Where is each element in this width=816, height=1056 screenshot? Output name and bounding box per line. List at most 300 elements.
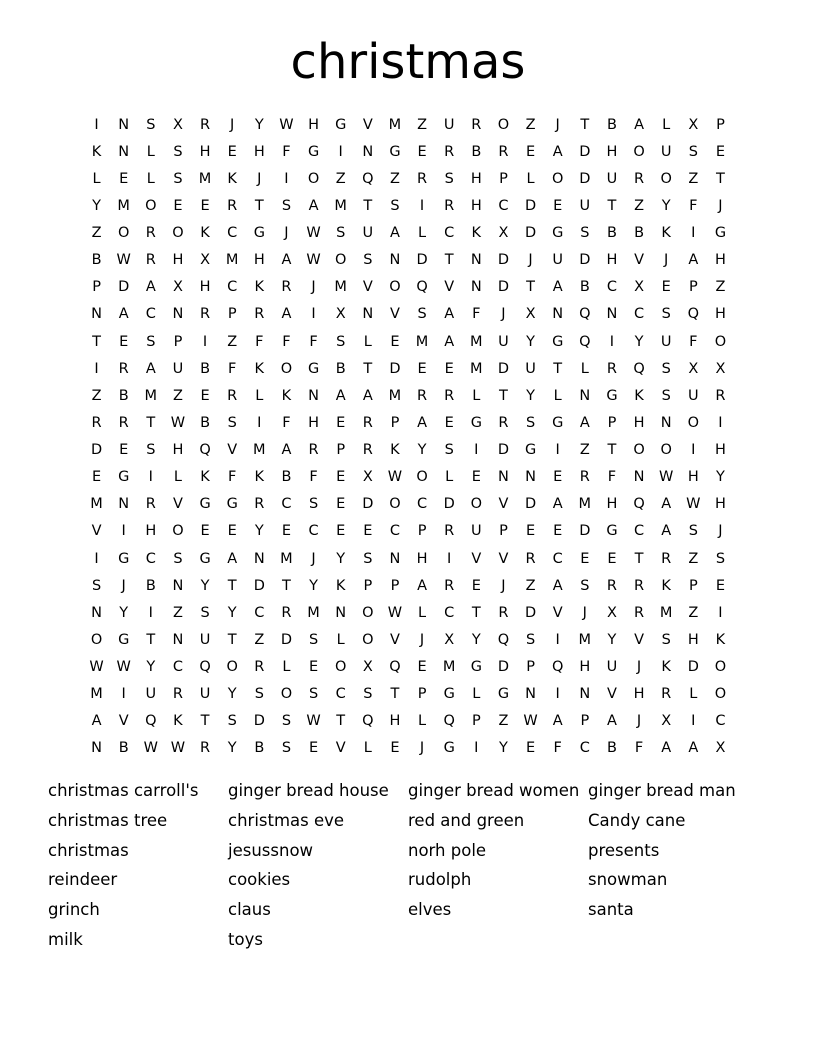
grid-cell[interactable]: H [253,143,265,160]
grid-cell[interactable]: E [281,523,292,540]
grid-cell[interactable]: R [362,442,373,459]
grid-cell[interactable]: I [121,686,126,703]
grid-cell[interactable]: M [442,659,456,676]
grid-cell[interactable]: K [281,387,292,404]
grid-cell[interactable]: B [281,469,292,486]
grid-cell[interactable]: R [118,360,129,377]
grid-cell[interactable]: X [362,659,373,676]
grid-cell[interactable]: Y [254,116,264,133]
grid-cell[interactable]: F [689,333,698,350]
grid-cell[interactable]: K [715,631,726,648]
grid-cell[interactable]: Q [362,713,374,730]
grid-cell[interactable]: F [228,469,237,486]
grid-cell[interactable]: K [254,279,265,296]
grid-cell[interactable]: A [606,713,617,730]
grid-cell[interactable]: L [445,469,454,486]
grid-cell[interactable]: I [257,414,262,431]
grid-cell[interactable]: I [474,740,479,757]
grid-cell[interactable]: R [606,577,617,594]
grid-cell[interactable]: D [280,631,293,648]
grid-cell[interactable]: H [714,252,726,269]
grid-cell[interactable]: R [661,550,672,567]
grid-cell[interactable]: R [227,197,238,214]
grid-cell[interactable]: G [714,225,727,242]
grid-cell[interactable]: V [172,496,183,513]
grid-cell[interactable]: X [606,604,617,621]
grid-cell[interactable]: T [471,604,481,621]
grid-cell[interactable]: D [497,442,510,459]
grid-cell[interactable]: Z [254,631,265,648]
grid-cell[interactable]: T [580,116,590,133]
grid-cell[interactable]: A [661,523,672,540]
grid-cell[interactable]: N [91,740,102,757]
grid-cell[interactable]: E [417,360,427,377]
grid-cell[interactable]: L [146,170,155,187]
grid-cell[interactable]: D [524,604,537,621]
grid-cell[interactable]: J [501,577,506,594]
grid-cell[interactable]: P [688,577,698,594]
grid-cell[interactable]: F [689,197,698,214]
grid-cell[interactable]: M [334,279,347,296]
grid-cell[interactable]: I [148,604,153,621]
grid-cell[interactable]: M [334,197,347,214]
grid-cell[interactable]: P [390,414,400,431]
grid-cell[interactable]: V [498,550,509,567]
grid-cell[interactable]: H [606,496,618,513]
grid-cell[interactable]: D [579,143,591,160]
grid-cell[interactable]: R [444,143,455,160]
grid-cell[interactable]: F [228,360,237,377]
grid-cell[interactable]: R [145,225,156,242]
grid-cell[interactable]: E [417,659,427,676]
grid-cell[interactable]: D [579,252,591,269]
grid-cell[interactable]: Z [579,442,590,459]
grid-cell[interactable]: S [444,442,454,459]
grid-cell[interactable]: E [417,143,427,160]
grid-cell[interactable]: K [200,225,210,242]
grid-cell[interactable]: E [200,387,210,404]
grid-cell[interactable]: W [306,225,321,242]
grid-cell[interactable]: M [388,116,402,133]
grid-cell[interactable]: S [308,686,319,703]
grid-cell[interactable]: R [417,170,428,187]
grid-cell[interactable]: T [716,170,725,187]
grid-cell[interactable]: Z [634,197,645,214]
grid-cell[interactable]: G [226,496,238,513]
grid-cell[interactable]: L [662,116,671,133]
grid-cell[interactable]: Y [417,442,427,459]
grid-cell[interactable]: M [307,604,320,621]
grid-cell[interactable]: E [308,740,319,757]
grid-cell[interactable]: X [172,116,183,133]
grid-cell[interactable]: I [691,713,696,730]
grid-cell[interactable]: R [444,197,455,214]
grid-cell[interactable]: Y [661,197,671,214]
grid-cell[interactable]: T [363,197,373,214]
grid-cell[interactable]: S [146,333,156,350]
grid-cell[interactable]: P [688,279,698,296]
grid-cell[interactable]: F [282,333,291,350]
grid-cell[interactable]: K [227,170,237,187]
grid-cell[interactable]: R [254,306,265,323]
grid-cell[interactable]: I [555,631,560,648]
grid-cell[interactable]: I [447,550,452,567]
grid-cell[interactable]: C [254,604,265,621]
grid-cell[interactable]: O [633,442,645,459]
grid-cell[interactable]: O [307,170,320,187]
grid-cell[interactable]: I [338,143,343,160]
grid-cell[interactable]: C [308,523,319,540]
grid-cell[interactable]: Y [471,631,481,648]
grid-cell[interactable]: T [634,550,644,567]
grid-cell[interactable]: H [687,469,699,486]
grid-cell[interactable]: S [661,387,671,404]
grid-cell[interactable]: H [687,631,699,648]
grid-cell[interactable]: T [227,577,237,594]
grid-cell[interactable]: E [715,143,726,160]
grid-cell[interactable]: N [118,143,130,160]
grid-cell[interactable]: R [118,414,129,431]
grid-cell[interactable]: U [525,360,536,377]
grid-cell[interactable]: A [389,225,400,242]
grid-cell[interactable]: Z [172,387,183,404]
grid-cell[interactable]: M [388,387,402,404]
grid-cell[interactable]: K [471,225,482,242]
grid-cell[interactable]: E [525,740,536,757]
grid-cell[interactable]: S [227,713,237,730]
grid-cell[interactable]: E [390,333,400,350]
grid-cell[interactable]: N [525,686,536,703]
grid-cell[interactable]: V [389,306,400,323]
grid-cell[interactable]: G [118,469,130,486]
grid-cell[interactable]: R [145,496,156,513]
grid-cell[interactable]: B [200,360,211,377]
grid-cell[interactable]: H [416,550,428,567]
grid-cell[interactable]: G [443,686,455,703]
grid-cell[interactable]: D [90,442,103,459]
grid-cell[interactable]: C [552,550,563,567]
grid-cell[interactable]: O [117,225,130,242]
grid-cell[interactable]: R [200,740,211,757]
grid-cell[interactable]: G [199,496,211,513]
grid-cell[interactable]: O [389,279,401,296]
grid-cell[interactable]: O [687,414,700,431]
grid-cell[interactable]: V [362,279,373,296]
grid-cell[interactable]: C [389,523,400,540]
grid-cell[interactable]: G [606,387,618,404]
grid-cell[interactable]: C [417,496,428,513]
grid-cell[interactable]: Y [119,604,129,621]
grid-cell[interactable]: B [118,740,129,757]
grid-cell[interactable]: M [415,333,429,350]
grid-cell[interactable]: T [390,686,400,703]
grid-cell[interactable]: L [526,170,535,187]
grid-cell[interactable]: S [417,306,427,323]
grid-cell[interactable]: R [634,170,645,187]
grid-cell[interactable]: P [471,713,481,730]
grid-cell[interactable]: L [146,143,155,160]
grid-cell[interactable]: U [660,333,672,350]
grid-cell[interactable]: U [145,686,157,703]
grid-cell[interactable]: Q [362,170,374,187]
grid-cell[interactable]: O [90,631,103,648]
grid-cell[interactable]: J [311,550,316,567]
grid-cell[interactable]: R [498,414,509,431]
grid-cell[interactable]: X [715,360,726,377]
grid-cell[interactable]: P [716,116,725,133]
grid-cell[interactable]: V [389,631,400,648]
grid-cell[interactable]: B [634,225,645,242]
grid-cell[interactable]: E [336,496,346,513]
grid-cell[interactable]: M [90,686,103,703]
grid-cell[interactable]: A [552,279,563,296]
grid-cell[interactable]: W [686,496,701,513]
grid-cell[interactable]: A [91,713,102,730]
grid-cell[interactable]: R [200,306,211,323]
grid-cell[interactable]: U [606,659,618,676]
grid-cell[interactable]: A [281,442,292,459]
grid-cell[interactable]: L [418,604,427,621]
grid-cell[interactable]: H [633,414,645,431]
grid-cell[interactable]: S [227,414,237,431]
grid-cell[interactable]: I [94,116,99,133]
grid-cell[interactable]: L [336,631,345,648]
grid-cell[interactable]: I [419,197,425,214]
grid-cell[interactable]: K [335,577,346,594]
grid-cell[interactable]: T [607,197,617,214]
grid-cell[interactable]: X [172,279,183,296]
grid-cell[interactable]: N [498,469,509,486]
grid-cell[interactable]: J [636,713,642,730]
grid-cell[interactable]: Z [525,577,536,594]
grid-cell[interactable]: D [253,713,265,730]
grid-cell[interactable]: Q [199,442,211,459]
grid-cell[interactable]: S [661,631,671,648]
grid-cell[interactable]: G [389,143,401,160]
grid-cell[interactable]: H [308,116,320,133]
grid-cell[interactable]: M [578,631,592,648]
grid-cell[interactable]: C [634,523,645,540]
grid-cell[interactable]: D [579,170,591,187]
grid-cell[interactable]: A [145,279,156,296]
grid-cell[interactable]: I [284,170,289,187]
grid-cell[interactable]: J [257,170,262,187]
grid-cell[interactable]: H [470,170,482,187]
grid-cell[interactable]: E [200,523,210,540]
grid-cell[interactable]: R [417,387,428,404]
grid-cell[interactable]: M [470,360,483,377]
grid-cell[interactable]: E [336,523,346,540]
grid-cell[interactable]: M [198,170,212,187]
grid-cell[interactable]: Q [633,360,645,377]
grid-cell[interactable]: V [362,116,373,133]
grid-cell[interactable]: L [472,686,481,703]
grid-cell[interactable]: O [334,659,347,676]
grid-cell[interactable]: V [335,740,346,757]
grid-cell[interactable]: H [199,143,211,160]
grid-cell[interactable]: G [552,225,564,242]
grid-cell[interactable]: S [173,170,183,187]
grid-cell[interactable]: U [552,252,563,269]
grid-cell[interactable]: R [254,496,265,513]
grid-cell[interactable]: T [200,713,210,730]
grid-cell[interactable]: K [254,360,265,377]
grid-cell[interactable]: I [691,225,696,242]
grid-cell[interactable]: P [390,577,400,594]
grid-cell[interactable]: E [336,414,346,431]
grid-cell[interactable]: A [281,306,292,323]
grid-cell[interactable]: Q [199,659,211,676]
grid-cell[interactable]: X [444,631,455,648]
grid-cell[interactable]: N [362,306,374,323]
grid-cell[interactable]: Y [227,740,237,757]
grid-cell[interactable]: S [580,577,590,594]
grid-cell[interactable]: K [200,469,210,486]
grid-cell[interactable]: D [389,360,401,377]
grid-cell[interactable]: K [661,577,671,594]
grid-cell[interactable]: M [280,550,293,567]
grid-cell[interactable]: N [118,116,130,133]
grid-cell[interactable]: J [528,252,533,269]
grid-cell[interactable]: W [116,252,131,269]
grid-cell[interactable]: E [390,740,400,757]
grid-cell[interactable]: S [525,631,536,648]
grid-cell[interactable]: C [227,225,238,242]
grid-cell[interactable]: T [146,414,156,431]
grid-cell[interactable]: A [335,387,346,404]
grid-cell[interactable]: J [419,740,425,757]
grid-cell[interactable]: A [552,496,563,513]
grid-cell[interactable]: Y [92,197,101,214]
grid-cell[interactable]: G [118,550,130,567]
grid-cell[interactable]: V [118,713,129,730]
grid-cell[interactable]: W [306,252,321,269]
grid-cell[interactable]: S [281,713,292,730]
grid-cell[interactable]: S [363,686,373,703]
grid-cell[interactable]: Z [688,170,699,187]
grid-cell[interactable]: U [199,686,211,703]
grid-cell[interactable]: R [525,550,536,567]
grid-cell[interactable]: A [661,496,672,513]
grid-cell[interactable]: Z [91,387,102,404]
grid-cell[interactable]: A [281,252,292,269]
grid-cell[interactable]: K [661,659,671,676]
grid-cell[interactable]: Z [498,713,509,730]
grid-cell[interactable]: S [281,740,292,757]
grid-cell[interactable]: R [444,387,455,404]
grid-cell[interactable]: R [471,116,482,133]
grid-cell[interactable]: W [143,740,158,757]
grid-cell[interactable]: V [634,252,645,269]
grid-cell[interactable]: S [308,631,319,648]
grid-cell[interactable]: O [660,442,672,459]
grid-cell[interactable]: Y [634,333,644,350]
grid-cell[interactable]: V [91,523,102,540]
grid-cell[interactable]: H [633,686,645,703]
grid-cell[interactable]: G [524,442,537,459]
grid-cell[interactable]: X [200,252,211,269]
grid-cell[interactable]: M [253,442,266,459]
grid-cell[interactable]: A [552,143,563,160]
grid-cell[interactable]: F [282,143,291,160]
grid-cell[interactable]: L [418,225,427,242]
grid-cell[interactable]: T [227,631,237,648]
grid-cell[interactable]: A [688,252,699,269]
grid-cell[interactable]: M [225,252,239,269]
grid-cell[interactable]: H [606,252,618,269]
grid-cell[interactable]: N [389,550,401,567]
grid-cell[interactable]: T [254,197,264,214]
grid-cell[interactable]: R [254,659,265,676]
grid-cell[interactable]: J [230,116,235,133]
grid-cell[interactable]: F [553,740,562,757]
grid-cell[interactable]: E [336,469,346,486]
grid-cell[interactable]: J [718,523,723,540]
grid-cell[interactable]: A [227,550,238,567]
grid-cell[interactable]: E [553,469,563,486]
grid-cell[interactable]: Z [715,279,726,296]
grid-cell[interactable]: A [417,414,428,431]
grid-cell[interactable]: E [119,442,129,459]
grid-cell[interactable]: S [91,577,102,594]
grid-cell[interactable]: X [362,469,373,486]
grid-cell[interactable]: F [282,414,291,431]
grid-cell[interactable]: J [664,252,669,269]
grid-cell[interactable]: A [417,577,428,594]
grid-cell[interactable]: O [280,686,293,703]
grid-cell[interactable]: G [606,523,618,540]
grid-cell[interactable]: I [718,414,723,431]
grid-cell[interactable]: C [444,604,455,621]
grid-cell[interactable]: H [606,143,618,160]
grid-cell[interactable]: S [146,116,156,133]
grid-cell[interactable]: E [200,197,210,214]
grid-cell[interactable]: D [362,496,374,513]
grid-cell[interactable]: D [497,360,510,377]
grid-cell[interactable]: N [362,143,374,160]
grid-cell[interactable]: R [91,414,102,431]
grid-cell[interactable]: Y [526,333,535,350]
grid-cell[interactable]: I [609,333,615,350]
grid-cell[interactable]: M [144,387,158,404]
grid-cell[interactable]: J [555,116,560,133]
grid-cell[interactable]: P [499,170,508,187]
grid-cell[interactable]: X [634,279,645,296]
grid-cell[interactable]: V [444,279,455,296]
grid-cell[interactable]: L [418,713,427,730]
grid-cell[interactable]: P [417,523,427,540]
grid-cell[interactable]: O [497,116,510,133]
grid-cell[interactable]: J [121,577,126,594]
grid-cell[interactable]: X [715,740,726,757]
grid-cell[interactable]: A [688,740,699,757]
grid-cell[interactable]: G [470,414,482,431]
grid-cell[interactable]: S [661,306,671,323]
grid-cell[interactable]: P [607,414,617,431]
grid-cell[interactable]: C [579,740,590,757]
grid-cell[interactable]: L [553,387,562,404]
grid-cell[interactable]: E [444,360,454,377]
grid-cell[interactable]: S [444,170,454,187]
grid-cell[interactable]: N [172,577,184,594]
grid-cell[interactable]: B [145,577,156,594]
grid-cell[interactable]: E [715,577,726,594]
grid-cell[interactable]: L [363,333,372,350]
grid-cell[interactable]: A [308,197,319,214]
grid-cell[interactable]: Y [200,577,210,594]
grid-cell[interactable]: S [525,414,536,431]
grid-cell[interactable]: S [390,197,400,214]
